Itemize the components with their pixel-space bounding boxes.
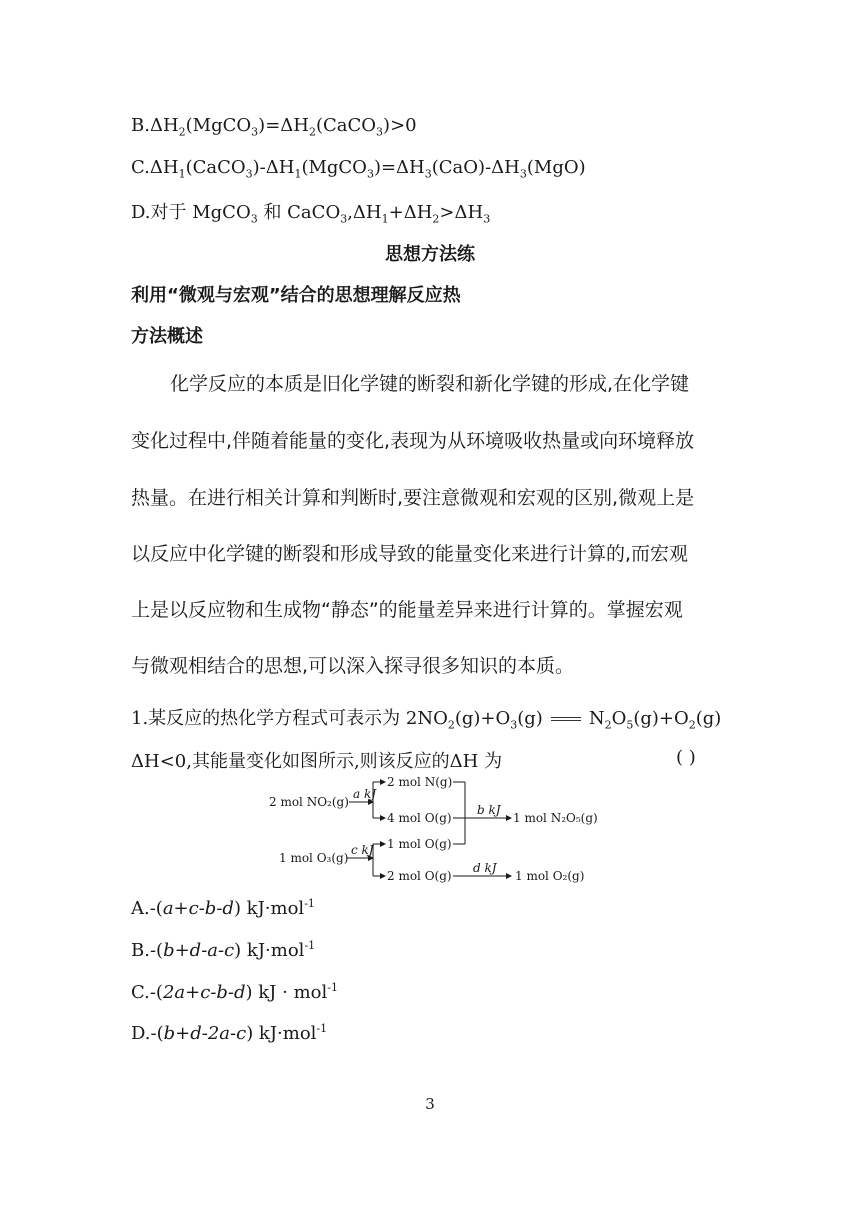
label-n2o5: 1 mol N₂O₅(g) — [513, 811, 598, 825]
question-line-2: ΔH<0,其能量变化如图所示,则该反应的ΔH 为 — [131, 751, 503, 772]
question-line-1: 1.某反应的热化学方程式可表示为 $2NO_2(g)+O_3(g)$ $N_2O_5(g)+O_2(g)$ — [131, 708, 722, 732]
label-o4: 4 mol O(g) — [387, 811, 452, 825]
answer-option-a[interactable]: A.-(a+c-b-d) kJ·mol$^{-1}$ — [131, 897, 315, 919]
option-d-prev: D.对于 MgCO$_3$ 和 $CaCO_3,\Delta H_1+\Delta H_2>\Delta H_3$ — [131, 202, 491, 226]
paragraph-line: 上是以反应物和生成物“静态”的能量差异来进行计算的。掌握宏观 — [131, 599, 683, 621]
answer-option-b[interactable]: B.-(b+d-a-c) kJ·mol$^{-1}$ — [131, 939, 316, 961]
label-o2: 2 mol O(g) — [387, 869, 452, 883]
equilibrium-sign — [551, 717, 581, 721]
option-b-prev: $B.\Delta H_2(MgCO_3)=\Delta H_2(CaCO_3)>0$ — [131, 115, 417, 139]
label-c: c kJ — [351, 843, 374, 857]
label-d: d kJ — [473, 861, 497, 875]
page-number: 3 — [425, 1095, 435, 1113]
label-o2g: 1 mol O₂(g) — [515, 869, 585, 883]
label-n: 2 mol N(g) — [387, 775, 453, 789]
paragraph-line: 与微观相结合的思想,可以深入探寻很多知识的本质。 — [131, 655, 575, 677]
option-c-prev: $C.\Delta H_1(CaCO_3)-\Delta H_1(MgCO_3)=\Delta H_3(CaO)-\Delta H_3(MgO)$ — [131, 157, 586, 181]
section-title: 思想方法练 — [385, 244, 475, 265]
label-o3: 1 mol O₃(g) — [279, 851, 349, 865]
label-o1: 1 mol O(g) — [387, 837, 452, 851]
label-a: a kJ — [353, 787, 377, 801]
paragraph-line: 以反应中化学键的断裂和形成导致的能量变化来进行计算的,而宏观 — [131, 543, 689, 565]
answer-paren: ( ) — [676, 747, 696, 768]
paragraph-line: 化学反应的本质是旧化学键的断裂和新化学键的形成,在化学键 — [170, 373, 690, 395]
paragraph-line: 变化过程中,伴随着能量的变化,表现为从环境吸收热量或向环境释放 — [131, 430, 695, 452]
label-no2: 2 mol NO₂(g) — [269, 795, 349, 809]
method-title: 方法概述 — [131, 326, 203, 347]
paragraph-line: 热量。在进行相关计算和判断时,要注意微观和宏观的区别,微观上是 — [131, 487, 695, 509]
label-b: b kJ — [477, 803, 501, 817]
answer-option-c[interactable]: C.-(2a+c-b-d) kJ · mol$^{-1}$ — [131, 981, 338, 1003]
answer-option-d[interactable]: D.-(b+d-2a-c) kJ·mol$^{-1}$ — [131, 1022, 328, 1044]
energy-diagram — [265, 770, 605, 890]
topic-title: 利用“微观与宏观”结合的思想理解反应热 — [131, 285, 461, 306]
